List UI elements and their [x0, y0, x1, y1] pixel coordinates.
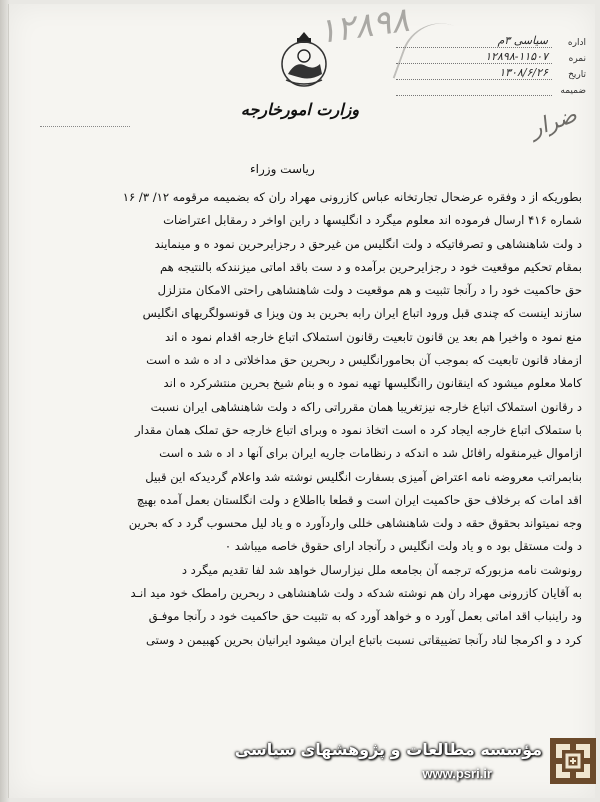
institute-logo-icon [550, 738, 596, 784]
field-value: ۱۳۰۸/۶/۲۶ [396, 66, 552, 80]
body-line: کرد د و اکرمجا لناد رآنجا تضییقاتی نسبت باتباع ایران میشود ایرانیان بحرین کهبیمن د وستی [145, 632, 582, 647]
body-line: سازند اینست که چندی قبل ورود اتباع ایران رابه بحرین بد ون ویزا ی قونسولگریهای انگلیس [142, 306, 582, 321]
body-line: شماره ۴۱۶ ارسال فرموده اند معلوم میگرد د انگلیسها د راین اواخر د رمقابل اعتراضات [163, 213, 582, 228]
field-label: تاریخ [568, 70, 586, 80]
field-department [396, 34, 586, 48]
field-value [396, 95, 552, 96]
body-line: ازاموال غیرمنقوله رافائل شد ه اندکه د رنظامات جاریه ایران برای آنها د اد ه شد ه است [159, 446, 582, 461]
salutation: ریاست وزراء [250, 162, 315, 176]
body-line: د رقانون استملاک اتباع خارجه نیزتغریبا همان مقرراتی راکه د ولت شاهنشاهی ایران نسبت [150, 399, 582, 414]
lion-and-sun-emblem-icon [278, 30, 330, 90]
body-line: د ولت مستقل بود ه و یاد ولت انگلیس د رآنجاد ارای حقوق خاصه میباشد ٠ [224, 539, 582, 554]
institute-watermark [234, 736, 600, 798]
reference-line [40, 126, 130, 127]
field-label: ضمیمه [560, 86, 586, 96]
body-line: د ولت شاهنشاهی و تصرفاتیکه د ولت انگلیس من غیرحق د رجزایرحرین نمود ه و مینمایند [154, 236, 582, 251]
field-number [396, 50, 586, 64]
field-value: سیاسی ۳م [396, 34, 552, 48]
letterhead-fields [396, 34, 586, 98]
body-line: با ستملاک اتباع خارجه ایجاد کرد ه است اتخاذ نمود ه وبرای اتباع خارجه حق تملک همان مقدار [135, 422, 582, 437]
body-line: وجه نمیتواند بحقوق حقه د ولت شاهنشاهی خللی واردآورد ه و یاد لیل محسوب گرد د که بحرین [128, 516, 582, 531]
body-line: بطوریکه از د وفقره عرضحال تجارتخانه عباس کازرونی مهراد ران که بضمیمه مرقومه ۱۲/ ۳/ ۱۶ [122, 190, 582, 204]
body-line: منع نمود ه واخیرا هم بعد ین قانون تابعیت رقانون استملاک اتباع خارجه اقدام نمود ه اند [164, 329, 582, 344]
handwritten-margin-note: ضرار [527, 102, 581, 143]
field-attachment [396, 82, 586, 96]
body-line: ازمفاد قانون تابعیت که بموجب آن بحامورانگلیس د ربحرین حق مداخلاتی د اد ه شد ه است [146, 353, 582, 368]
field-label: اداره [567, 38, 586, 48]
body-line: بمقام تحکیم موقعیت خود د رجزایرحرین برآمده و د ست باقد اماتی میزنندکه بالنتیجه هم [159, 259, 582, 274]
field-date [396, 66, 586, 80]
institute-name: مؤسسه مطالعات و پژوهشهای سیاسی [234, 740, 542, 759]
body-line: اقد امات که برخلاف حق حاکمیت ایران است و قطعا بااطلاع د ولت انگلستان بعمل آمده بهیچ [136, 492, 582, 507]
body-line: رونوشت نامه مزبورکه ترجمه آن بجامعه ملل نیزارسال خواهد شد لفا تقدیم میگرد د [181, 562, 582, 577]
body-line: ود راینباب اقد اماتی بعمل آورد ه و خواهد آورد که به تثبیت حق حاکمیت خود د رآنجا موفـق [148, 609, 582, 624]
institute-url: www.psri.ir [422, 766, 492, 781]
body-line: حق حاکمیت خود را د رآنجا تثبیت و هم موقعیت د ولت شاهنشاهی راحتی الامکان متزلزل [157, 283, 582, 298]
letter-body [16, 186, 582, 652]
body-line: کاملا معلوم میشود که اینقانون راانگلیسها تهیه نمود ه و بنام شیخ بحرین منتشرکرد ه اند [163, 376, 582, 391]
ministry-title: وزارت امورخارجه [240, 100, 360, 119]
handwritten-number: ۱۲۸۹۸ [315, 0, 412, 53]
field-label: نمره [568, 54, 586, 64]
body-line: بنابمراتب معروضه نامه اعتراض آمیزی بسفارت انگلیس نوشته شد واعلام گردیدکه این قبیل [145, 469, 582, 484]
body-line: به آقایان کازرونی مهراد ران هم نوشته شدکه د ولت شاهنشاهی د ربحرین رامطک خود مید انـد [130, 586, 582, 601]
field-value: ۱۲۸۹۸-۱۱۵۰۷ [396, 50, 552, 64]
